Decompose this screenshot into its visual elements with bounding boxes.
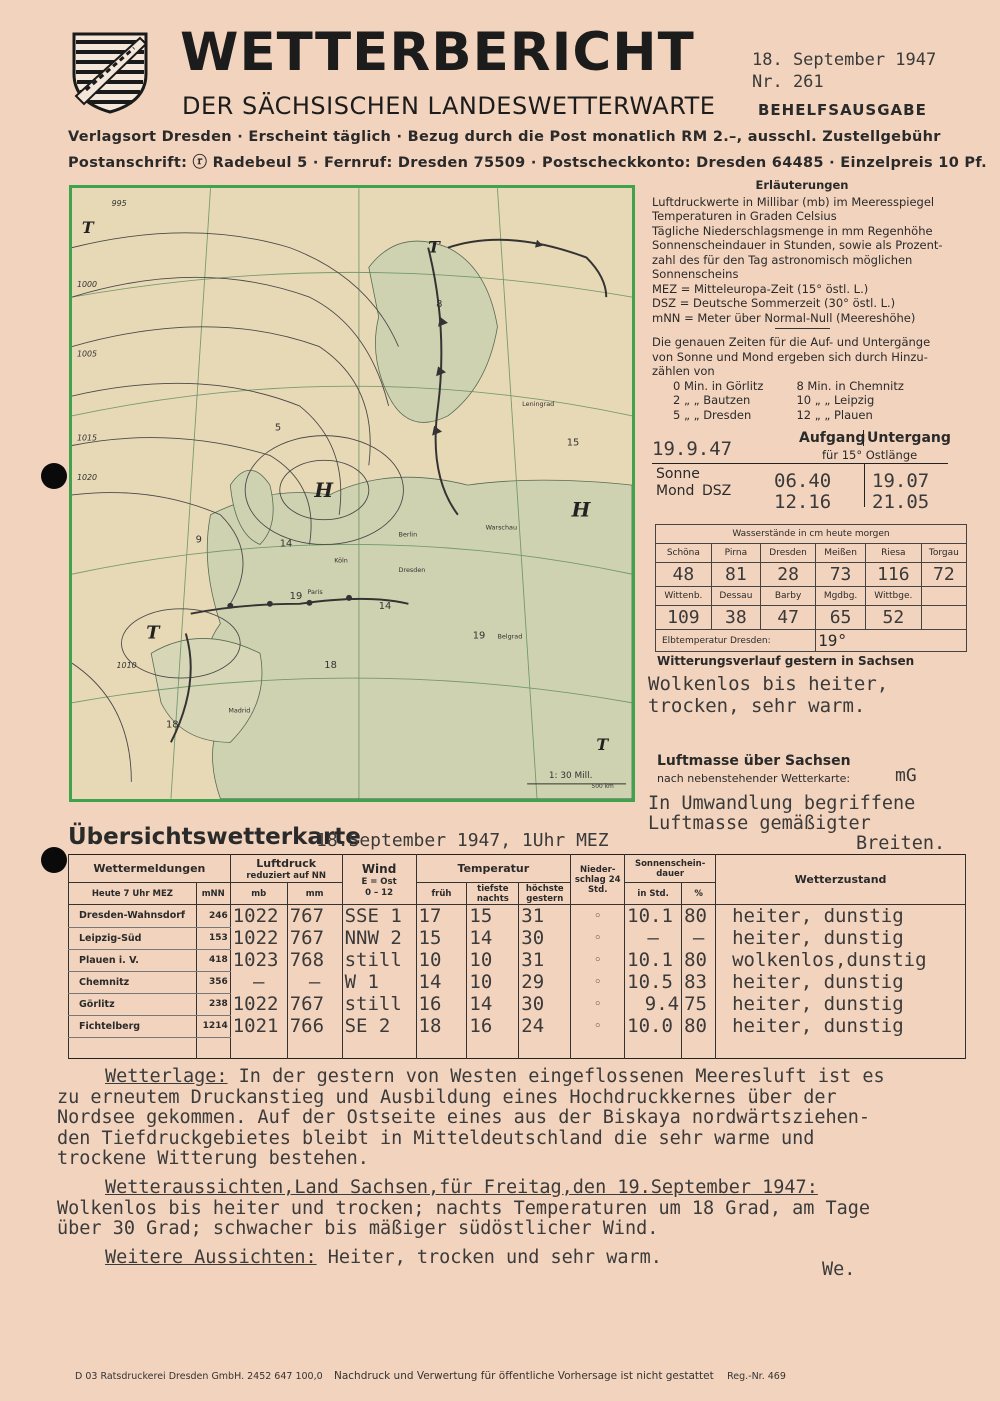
isobar-label: 1020 [76, 473, 98, 483]
water-levels-table [655, 524, 967, 652]
forecast-line: Wolkenlos bis heiter und trocken; nachts Temperaturen um 18 Grad, am Tage [57, 1197, 871, 1219]
pressure-mm: 767 [287, 905, 342, 928]
map-time: 18.September 1947, 1Uhr MEZ [316, 830, 609, 851]
forecast-label: Wetteraussichten,Land Sachsen,für Freitag,den 19.September 1947: [105, 1177, 818, 1198]
rise-label: Aufgang [799, 430, 866, 446]
offset-left: 2 „ „ Bautzen [673, 393, 751, 407]
gauge-value: 65 [816, 606, 866, 630]
map-temp: 8 [436, 298, 443, 310]
weather-course-line: Wolkenlos bis heiter, [648, 673, 889, 695]
punch-hole-top [41, 463, 67, 489]
pressure-mb: 1022 [230, 927, 287, 949]
weather-condition: heiter, dunstig [716, 993, 966, 1015]
isobar-label: 995 [111, 199, 127, 209]
situation-label: Wetterlage: [105, 1066, 228, 1087]
pressure-mm: 767 [287, 993, 342, 1015]
map-temp: 14 [378, 600, 392, 612]
temp-low: 15 [467, 905, 519, 928]
header-mnn: mNN [196, 883, 230, 905]
sunshine-percent: 80 [682, 1015, 716, 1037]
offset-left: 0 Min. in Görlitz [673, 378, 764, 393]
map-city: Leningrad [522, 399, 555, 408]
outlook-label: Weitere Aussichten: [105, 1247, 317, 1268]
map-low-balkan: T [596, 735, 609, 755]
precipitation: ◦ [571, 1015, 625, 1037]
sunshine-hours: 10.1 [625, 949, 682, 971]
header-early: früh [416, 883, 467, 905]
temp-high: 31 [519, 949, 571, 971]
map-city: Belgrad [497, 632, 523, 641]
situation-line: In der gestern von Westen eingeflossenen Meeresluft ist es [227, 1066, 885, 1087]
publication-line: Verlagsort Dresden · Erscheint täglich · Bezug durch die Post monatlich RM 2.–, ausschl. Zustellgebühr [68, 129, 941, 145]
sunshine-percent: 80 [682, 949, 716, 971]
offset-right: 8 Min. in Chemnitz [796, 378, 904, 393]
sunshine-percent: 80 [682, 905, 716, 928]
isobar-label: 1000 [76, 280, 98, 290]
map-low-scandinavia: T [428, 237, 440, 257]
air-mass-label: Luftmasse über Sachsen [657, 753, 851, 769]
moon-label: Mond [656, 483, 695, 499]
air-mass-code: mG [895, 765, 917, 786]
air-mass-sub: nach nebenstehender Wetterkarte: [657, 772, 851, 785]
temp-high: 29 [519, 971, 571, 993]
forecast-block [57, 1178, 870, 1240]
temp-early: 17 [416, 905, 467, 928]
legend-times-line: Die genauen Zeiten für die Auf- und Untergänge [652, 335, 931, 349]
header-pressure: Luftdruck reduziert auf NN [230, 855, 342, 883]
footer-reg: Reg.-Nr. 469 [727, 1371, 786, 1382]
weather-condition: heiter, dunstig [716, 905, 966, 928]
gauge-value: 38 [711, 606, 760, 630]
sunshine-percent: 83 [682, 971, 716, 993]
temp-low: 16 [467, 1015, 519, 1037]
gauge-value: 116 [865, 563, 921, 587]
map-city: Dresden [398, 566, 426, 575]
temp-high: 31 [519, 905, 571, 928]
punch-hole-bottom [41, 847, 67, 873]
water-levels-title: Wasserstände in cm heute morgen [656, 525, 967, 544]
pressure-mb: 1022 [230, 905, 287, 928]
gauge-label: Dessau [711, 587, 760, 606]
sunshine-hours: – [625, 927, 682, 949]
header-temperature: Temperatur [416, 855, 571, 883]
pressure-mm: 768 [287, 949, 342, 971]
air-mass-line: Breiten. [856, 833, 946, 854]
map-city: Madrid [228, 706, 251, 715]
pressure-mm: 767 [287, 927, 342, 949]
weather-condition: heiter, dunstig [716, 1015, 966, 1037]
table-row [69, 949, 966, 971]
isobar-label: 1015 [76, 433, 98, 443]
issue-date: 18. September 1947 [752, 50, 937, 70]
pressure-mm: 766 [287, 1015, 342, 1037]
temp-low: 14 [467, 927, 519, 949]
gauge-value: 48 [656, 563, 712, 587]
legend-line: Sonnenscheindauer in Stunden, sowie als Prozent- [652, 238, 943, 252]
map-temp: 19 [472, 630, 486, 642]
station-name: Dresden-Wahnsdorf [69, 905, 197, 928]
table-row [69, 905, 966, 928]
temp-early: 16 [416, 993, 467, 1015]
wind: W 1 [342, 971, 416, 993]
gauge-value: 109 [656, 606, 712, 630]
temp-high: 30 [519, 927, 571, 949]
sunshine-percent: – [682, 927, 716, 949]
footer-printer: D 03 Ratsdruckerei Dresden GmbH. 2452 647 100,0 [75, 1371, 323, 1382]
gauge-value: 52 [865, 606, 921, 630]
signature: We. [822, 1259, 856, 1280]
set-label: Untergang [863, 430, 951, 446]
legend-line: Sonnenscheins [652, 267, 739, 281]
map-temp: 19 [289, 590, 303, 602]
gauge-label: Mgdbg. [816, 587, 866, 606]
station-name: Leipzig-Süd [69, 927, 197, 949]
gauge-label [921, 587, 966, 606]
sun-label: Sonne [656, 466, 700, 482]
temp-early: 15 [416, 927, 467, 949]
outlook-text: Heiter, trocken und sehr warm. [316, 1247, 662, 1268]
legend-times-line: von Sonne und Mond ergeben sich durch Hinzu- [652, 349, 928, 364]
gauge-label: Meißen [816, 544, 866, 563]
wind: NNW 2 [342, 927, 416, 949]
dsz-label: DSZ [702, 483, 732, 499]
station-name: Görlitz [69, 993, 197, 1015]
temp-low: 10 [467, 949, 519, 971]
map-scale: 1: 30 Mill. [548, 770, 593, 781]
weather-course-label: Witterungsverlauf gestern in Sachsen [657, 654, 915, 668]
pressure-mb: 1023 [230, 949, 287, 971]
gauge-label: Schöna [656, 544, 712, 563]
gauge-value: 72 [921, 563, 966, 587]
sunshine-hours: 10.5 [625, 971, 682, 993]
wind: still [342, 993, 416, 1015]
map-high-britain: H [314, 477, 334, 502]
table-row [69, 927, 966, 949]
newspaper-subtitle: DER SÄCHSISCHEN LANDESWETTERWARTE [182, 92, 716, 120]
precipitation: ◦ [571, 949, 625, 971]
moon-rise: 12.16 [774, 491, 832, 513]
gauge-value: 47 [761, 606, 816, 630]
weather-condition: wolkenlos,dunstig [716, 949, 966, 971]
sunshine-hours: 10.0 [625, 1015, 682, 1037]
outlook-block [57, 1248, 662, 1269]
wind: still [342, 949, 416, 971]
weather-map [69, 185, 635, 802]
header-sunshine: Sonnenschein-dauer [625, 855, 716, 883]
weather-condition: heiter, dunstig [716, 927, 966, 949]
legend-times-line: zählen von [652, 364, 715, 378]
isobar-label: 1005 [76, 349, 98, 359]
header-precip: Nieder-schlag 24 Std. [571, 855, 625, 905]
map-city: Köln [334, 556, 348, 565]
station-altitude: 246 [196, 905, 230, 928]
map-high-east: H [571, 497, 591, 522]
temp-early: 10 [416, 949, 467, 971]
header-condition: Wetterzustand [716, 855, 966, 905]
temp-high: 30 [519, 993, 571, 1015]
offset-left: 5 „ „ Dresden [673, 407, 752, 422]
station-altitude: 1214 [196, 1015, 230, 1037]
gauge-label: Wittbge. [865, 587, 921, 606]
situation-line: zu erneutem Druckanstieg und Ausbildung eines Hochdruckkernes über der [57, 1086, 837, 1108]
offset-right: 12 „ „ Plauen [796, 407, 873, 422]
gauge-value [921, 606, 966, 630]
pressure-mb: 1021 [230, 1015, 287, 1037]
map-scale-km: 500 km [591, 782, 614, 790]
station-name: Fichtelberg [69, 1015, 197, 1037]
header-today: Heute 7 Uhr MEZ [69, 883, 197, 905]
footer-notice: Nachdruck und Verwertung für öffentliche Vorhersage ist nicht gestattet [334, 1370, 714, 1382]
weather-course-line: trocken, sehr warm. [648, 695, 866, 717]
station-altitude: 238 [196, 993, 230, 1015]
station-name: Plauen i. V. [69, 949, 197, 971]
issue-number: Nr. 261 [752, 72, 824, 92]
map-temp: 15 [566, 437, 580, 449]
air-mass-line: Luftmasse gemäßigter [648, 813, 871, 834]
header-in-hours: in Std. [625, 883, 682, 905]
map-city: Paris [307, 587, 323, 596]
elbe-temp-value: 19° [816, 630, 967, 652]
map-city: Berlin [398, 530, 418, 539]
longitude-note: für 15° Ostlänge [822, 448, 918, 462]
gauge-label: Dresden [761, 544, 816, 563]
footer [75, 1370, 786, 1382]
elbe-temp-label: Elbtemperatur Dresden: [656, 630, 816, 652]
situation-line: Nordsee gekommen. Auf der Ostseite eines aus der Biskaya nordwärtsziehen- [57, 1107, 871, 1128]
sunshine-percent: 75 [682, 993, 716, 1015]
legend [652, 178, 952, 422]
wind: SE 2 [342, 1015, 416, 1037]
table-row [69, 993, 966, 1015]
gauge-value: 73 [816, 563, 866, 587]
gauge-label: Pirna [711, 544, 760, 563]
temp-high: 24 [519, 1015, 571, 1037]
map-temp: 5 [274, 422, 282, 434]
table-row [69, 1015, 966, 1037]
offset-right: 10 „ „ Leipzig [796, 393, 875, 407]
header-lowest: tiefste nachts [467, 883, 519, 905]
sunshine-hours: 9.4 [625, 993, 682, 1015]
wind: SSE 1 [342, 905, 416, 928]
temp-early: 18 [416, 1015, 467, 1037]
moon-set: 21.05 [872, 491, 930, 513]
situation-line: trockene Witterung bestehen. [57, 1148, 369, 1169]
saxony-coat-of-arms [70, 30, 150, 114]
isobar-label: 1010 [116, 661, 137, 671]
pressure-mm: – [287, 971, 342, 993]
precipitation: ◦ [571, 993, 625, 1015]
observations-table [68, 854, 966, 1059]
sun-rise: 06.40 [774, 470, 832, 492]
map-temp: 18 [324, 660, 337, 672]
header-mm: mm [287, 883, 342, 905]
legend-line: zahl des für den Tag astronomisch möglichen [652, 252, 913, 267]
legend-title: Erläuterungen [755, 178, 849, 192]
header-percent: % [682, 883, 716, 905]
header-highest: höchste gestern [519, 883, 571, 905]
table-row [69, 971, 966, 993]
map-temp: 9 [195, 534, 202, 546]
header-mb: mb [230, 883, 287, 905]
postal-line: Postanschrift: ⓡ Radebeul 5 · Fernruf: Dresden 75509 · Postscheckkonto: Dresden 64485 · Einzelpreis 10 Pf. [68, 155, 987, 171]
precipitation: ◦ [571, 971, 625, 993]
station-name: Chemnitz [69, 971, 197, 993]
air-mass-line: In Umwandlung begriffene [648, 793, 916, 814]
legend-line: Tägliche Niederschlagsmenge in mm Regenhöhe [652, 223, 933, 238]
weather-condition: heiter, dunstig [716, 971, 966, 993]
temp-low: 14 [467, 993, 519, 1015]
newspaper-title: WETTERBERICHT [180, 22, 695, 83]
gauge-value: 28 [761, 563, 816, 587]
map-city: Warschau [485, 523, 518, 532]
precipitation: ◦ [571, 905, 625, 928]
map-low-biscay: T [146, 622, 160, 644]
pressure-mb: – [230, 971, 287, 993]
situation-line: den Tiefdruckgebietes bleibt in Mitteldeutschland die sehr warme und [57, 1127, 815, 1149]
header-reports: Wettermeldungen [69, 855, 231, 883]
precipitation: ◦ [571, 927, 625, 949]
station-altitude: 356 [196, 971, 230, 993]
offset-table [670, 379, 907, 423]
map-temp: 14 [279, 538, 293, 550]
legend-line: DSZ = Deutsche Sommerzeit (30° östl. L.) [652, 296, 896, 310]
sun-set: 19.07 [872, 470, 930, 492]
map-title: Übersichtswetterkarte [68, 824, 361, 850]
temp-low: 10 [467, 971, 519, 993]
gauge-label: Riesa [865, 544, 921, 563]
station-altitude: 153 [196, 927, 230, 949]
map-temp: 18 [165, 719, 179, 731]
edition-label: BEHELFSAUSGABE [758, 101, 927, 119]
gauge-label: Barby [761, 587, 816, 606]
gauge-label: Wittenb. [656, 587, 712, 606]
legend-line: mNN = Meter über Normal-Null (Meereshöhe) [652, 310, 916, 325]
gauge-label: Torgau [921, 544, 966, 563]
header-wind: Wind E = Ost 0 – 12 [342, 855, 416, 905]
legend-line: Temperaturen in Graden Celsius [652, 209, 837, 223]
sunshine-hours: 10.1 [625, 905, 682, 928]
legend-line: MEZ = Mitteleuropa-Zeit (15° östl. L.) [652, 281, 869, 296]
map-low-north: T [81, 217, 94, 237]
forecast-line: über 30 Grad; schwacher bis mäßiger südöstlicher Wind. [57, 1218, 659, 1239]
gauge-value: 81 [711, 563, 760, 587]
temp-early: 14 [416, 971, 467, 993]
situation-block [57, 1067, 885, 1170]
legend-line: Luftdruckwerte in Millibar (mb) im Meeresspiegel [652, 194, 935, 209]
sun-moon-date: 19.9.47 [652, 438, 733, 460]
station-altitude: 418 [196, 949, 230, 971]
pressure-mb: 1022 [230, 993, 287, 1015]
